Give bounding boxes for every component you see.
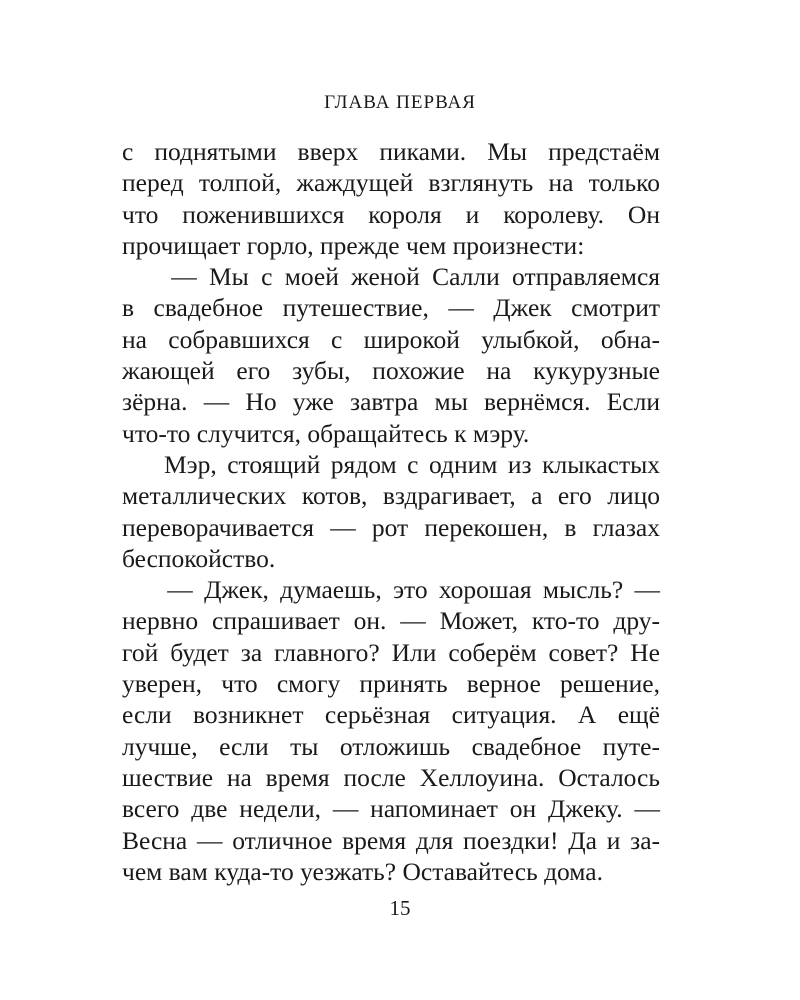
text-line: уверен, что смогу принять верное решение, [122,669,660,699]
text-line: жающей его зубы, похожие на кукурузные [122,356,660,386]
text-line: нервно спрашивает он. — Может, кто-то дру- [122,606,660,636]
text-line: Весна — отличное время для поездки! Да и за- [122,825,660,855]
text-line: шествие на время после Хеллоуина. Осталось [122,762,660,792]
text-line: металлических котов, вздрагивает, а его лицо [122,481,660,511]
text-line: прочищает горло, прежде чем произнести: [122,230,585,260]
text-line: гой будет за главного? Или соберём совет? Не [122,637,660,667]
body-text [122,136,660,887]
text-line: — Мы с моей женой Салли отправляемся [122,262,660,292]
text-line: беспокойство. [122,543,276,573]
text-line: лучше, если ты отложишь свадебное путе- [122,731,660,761]
text-line: с поднятыми вверх пиками. Мы предстаём [122,137,660,166]
text-line: чем вам куда-то уезжать? Оставайтесь дома. [122,856,603,886]
text-line: на собравшихся с широкой улыбкой, обна- [122,324,660,354]
text-line: — Джек, думаешь, это хорошая мысль? — [122,575,660,605]
page-number: 15 [389,896,411,920]
text-line: Мэр, стоящий рядом с одним из клыкастых [122,449,660,479]
text-line: если возникнет серьёзная ситуация. А ещё [122,700,660,730]
text-line: что поженившихся короля и королеву. Он [122,199,660,229]
text-line: в свадебное путешествие, — Джек смотрит [122,293,660,323]
text-line: перед толпой, жаждущей взглянуть на только [122,168,660,198]
text-line: переворачивается — рот перекошен, в глазах [122,512,660,542]
text-line: всего две недели, — напоминает он Джеку. — [122,794,660,824]
running-head: ГЛАВА ПЕРВАЯ [324,92,476,113]
text-line: зёрна. — Но уже завтра мы вернёмся. Если [122,387,660,417]
text-line: что-то случится, обращайтесь к мэру. [122,418,530,448]
